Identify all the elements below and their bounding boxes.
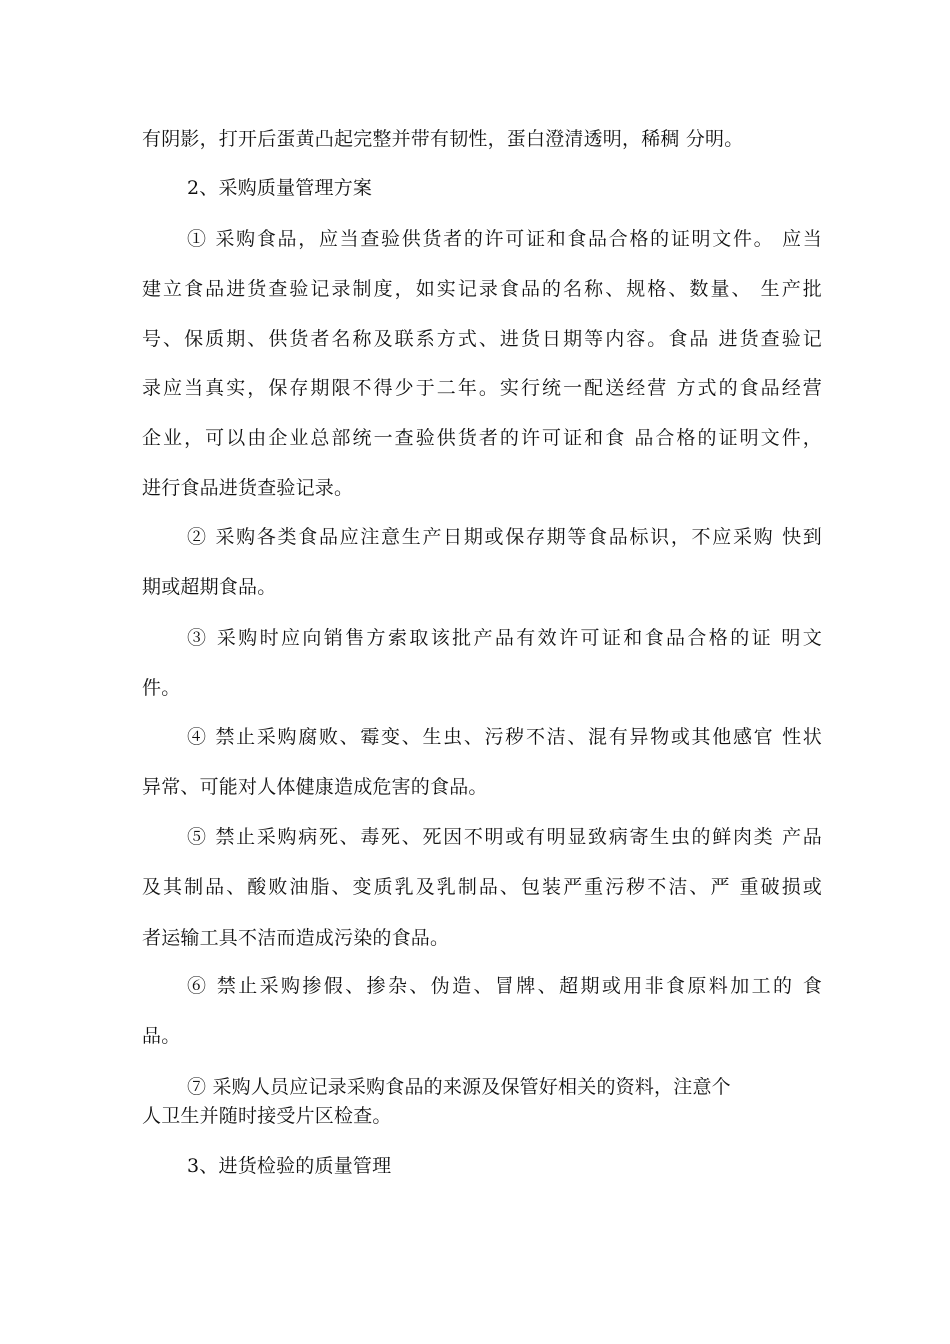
text-line: ⑥ 禁止采购掺假、掺杂、伪造、冒牌、超期或用非食原料加工的 食	[187, 975, 822, 997]
section-heading: 3、进货检验的质量管理	[187, 1155, 392, 1177]
text-line: 异常、可能对人体健康造成危害的食品。	[142, 776, 488, 798]
text-line: ④ 禁止采购腐败、霉变、生虫、污秽不洁、混有异物或其他感官 性状	[187, 726, 822, 748]
text-line: ⑦ 采购人员应记录采购食品的来源及保管好相关的资料，注意个	[187, 1076, 731, 1098]
text-line: ① 采购食品，应当查验供货者的许可证和食品合格的证明文件。 应当	[187, 228, 822, 250]
text-line: 录应当真实，保存期限不得少于二年。实行统一配送经营 方式的食品经营	[142, 377, 822, 399]
text-line: 企业，可以由企业总部统一查验供货者的许可证和食 品合格的证明文件，	[142, 427, 822, 449]
text-line: 号、保质期、供货者名称及联系方式、进货日期等内容。食品 进货查验记	[142, 328, 822, 350]
text-line: 进行食品进货查验记录。	[142, 477, 354, 499]
text-line: ③ 采购时应向销售方索取该批产品有效许可证和食品合格的证 明文	[187, 627, 822, 649]
text-line: 品。	[142, 1025, 181, 1047]
text-line: 建立食品进货查验记录制度，如实记录食品的名称、规格、数量、 生产批	[142, 278, 822, 300]
text-line: 及其制品、酸败油脂、变质乳及乳制品、包装严重污秽不洁、严 重破损或	[142, 876, 822, 898]
section-heading: 2、采购质量管理方案	[187, 177, 373, 199]
text-line: 有阴影，打开后蛋黄凸起完整并带有韧性，蛋白澄清透明，稀稠 分明。	[142, 128, 744, 150]
text-line: 件。	[142, 677, 181, 699]
text-line: 期或超期食品。	[142, 576, 277, 598]
text-line: 人卫生并随时接受片区检查。	[142, 1105, 392, 1127]
text-line: ⑤ 禁止采购病死、毒死、死因不明或有明显致病寄生虫的鲜肉类 产品	[187, 826, 822, 848]
text-line: ② 采购各类食品应注意生产日期或保存期等食品标识，不应采购 快到	[187, 526, 822, 548]
text-line: 者运输工具不洁而造成污染的食品。	[142, 927, 450, 949]
